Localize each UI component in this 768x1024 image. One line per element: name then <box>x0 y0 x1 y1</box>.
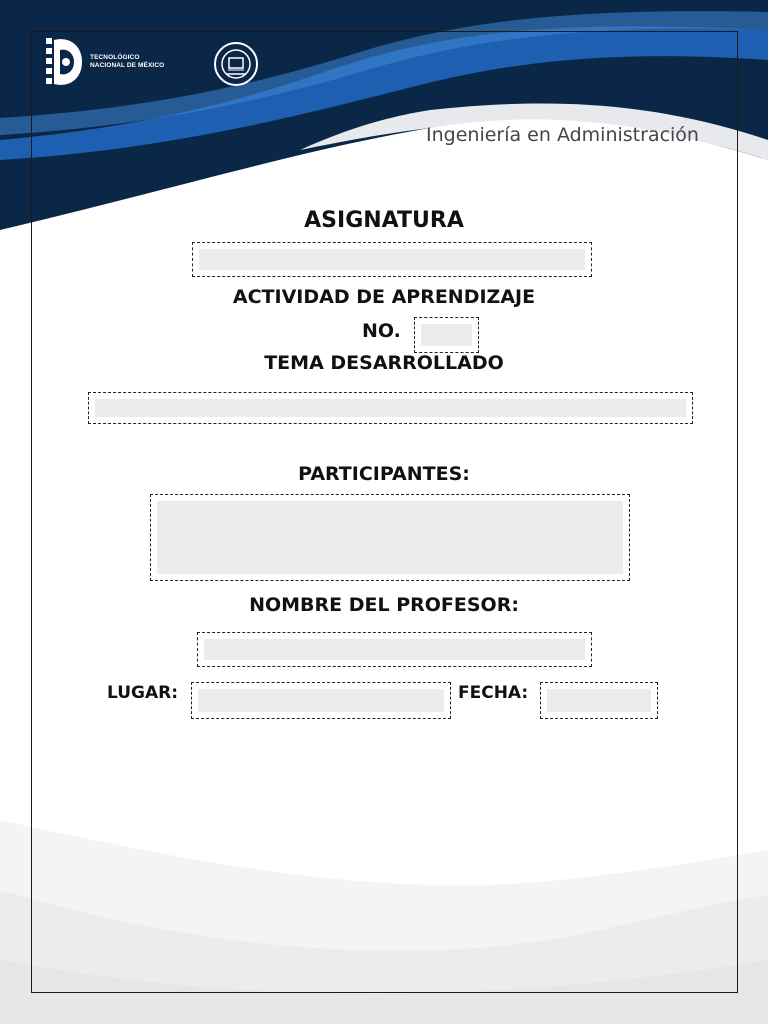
no-input[interactable] <box>421 324 472 346</box>
tecnm-gear-logo-icon <box>44 34 88 94</box>
lugar-label: LUGAR: <box>107 683 179 703</box>
tema-input[interactable] <box>95 399 686 417</box>
no-field[interactable] <box>414 317 479 353</box>
institution-line-1: TECNOLÓGICO <box>90 54 140 61</box>
lugar-field[interactable] <box>191 682 451 719</box>
participantes-field[interactable] <box>150 494 630 581</box>
participantes-input[interactable] <box>157 501 623 574</box>
fecha-field[interactable] <box>540 682 658 719</box>
participantes-heading: PARTICIPANTES: <box>298 463 470 485</box>
actividad-heading: ACTIVIDAD DE APRENDIZAJE <box>232 286 536 308</box>
no-label: NO. <box>362 320 401 342</box>
institution-line-2: NACIONAL DE MÉXICO <box>90 62 165 69</box>
tecnm-logo <box>44 34 174 94</box>
fecha-label: FECHA: <box>458 683 529 703</box>
tema-field[interactable] <box>88 392 693 424</box>
asignatura-field[interactable] <box>192 242 592 277</box>
institution-name <box>90 54 164 70</box>
asignatura-heading: ASIGNATURA <box>304 208 464 233</box>
profesor-field[interactable] <box>197 632 592 667</box>
lugar-input[interactable] <box>198 689 444 712</box>
fecha-input[interactable] <box>547 689 651 712</box>
institute-seal-icon <box>212 40 260 88</box>
tema-heading: TEMA DESARROLLADO <box>264 352 504 374</box>
program-name: Ingeniería en Administración <box>426 124 699 146</box>
profesor-heading: NOMBRE DEL PROFESOR: <box>249 594 519 616</box>
asignatura-input[interactable] <box>199 249 585 270</box>
profesor-input[interactable] <box>204 639 585 660</box>
